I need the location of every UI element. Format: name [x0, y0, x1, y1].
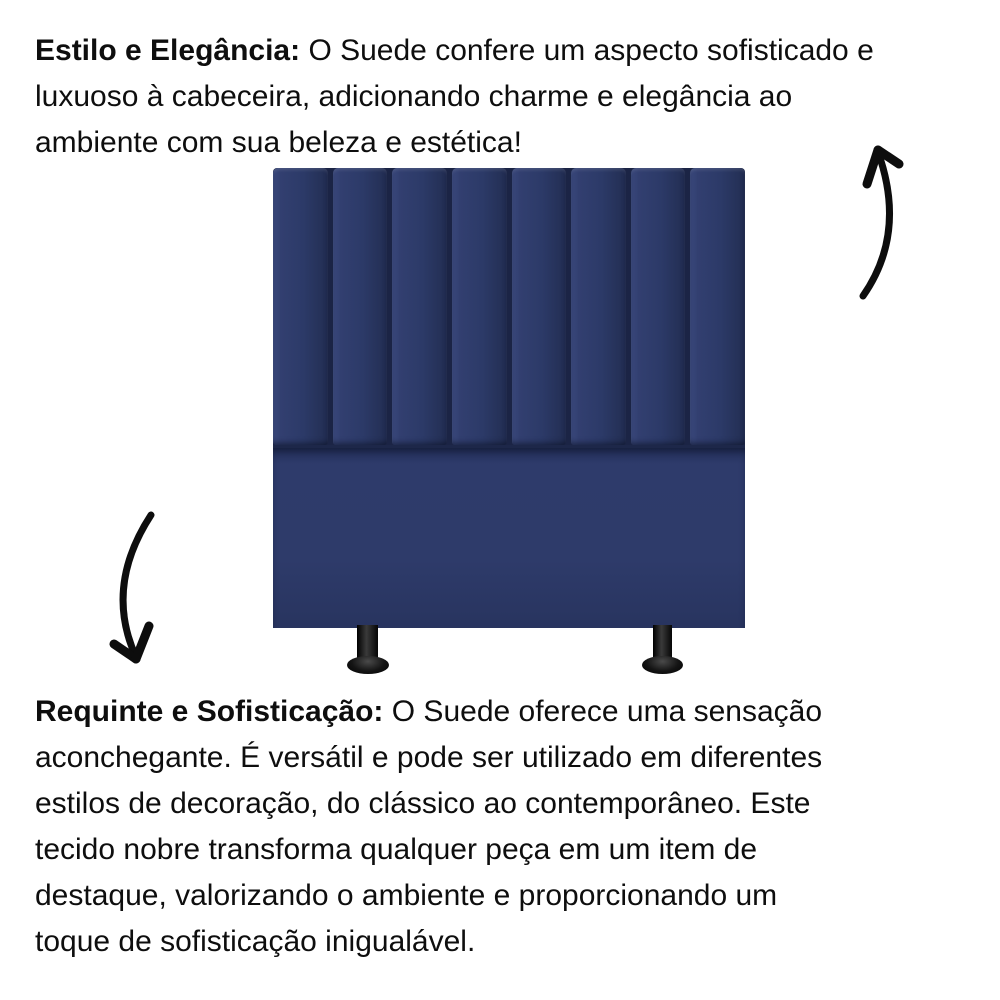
bottom-paragraph-line-5: destaque, valorizando o ambiente e proporcionando um: [35, 879, 778, 912]
top-paragraph-heading: Estilo e Elegância:: [35, 34, 301, 67]
bottom-paragraph-line-2: aconchegante. É versátil e pode ser utilizado em diferentes: [35, 741, 823, 774]
headboard-panel: [273, 168, 328, 445]
bottom-paragraph-line-3: estilos de decoração, do clássico ao contemporâneo. Este: [35, 787, 811, 820]
left-foot-stem: [357, 625, 378, 660]
headboard-panel: [690, 168, 745, 445]
top-paragraph: [35, 28, 970, 166]
headboard-channel-section: [273, 168, 745, 445]
right-foot-stem: [653, 625, 672, 660]
headboard-panel: [392, 168, 447, 445]
top-paragraph-line-2: luxuoso à cabeceira, adicionando charme e elegância ao: [35, 80, 793, 113]
headboard-panel: [333, 168, 388, 445]
bottom-paragraph-line-1: [35, 689, 970, 735]
bottom-paragraph-line-6: toque de sofisticação inigualável.: [35, 925, 476, 958]
headboard-panel: [571, 168, 626, 445]
bottom-paragraph-line-1-text: O Suede oferece uma sensação: [391, 695, 823, 728]
headboard-base-section: [273, 445, 745, 628]
headboard-product-image: [273, 168, 745, 676]
curved-arrow-down-icon: [100, 505, 170, 675]
top-paragraph-line-3: ambiente com sua beleza e estética!: [35, 126, 522, 159]
right-foot-base: [642, 656, 683, 674]
top-paragraph-line-1-text: O Suede confere um aspecto sofisticado e: [308, 34, 874, 67]
bottom-paragraph: [35, 689, 970, 965]
headboard-panel: [452, 168, 507, 445]
left-foot-base: [347, 656, 389, 674]
headboard-panel: [512, 168, 567, 445]
headboard-panel: [631, 168, 686, 445]
curved-arrow-up-icon: [845, 128, 915, 308]
bottom-paragraph-heading: Requinte e Sofisticação:: [35, 695, 384, 728]
bottom-paragraph-line-4: tecido nobre transforma qualquer peça em um item de: [35, 833, 758, 866]
top-paragraph-line-1: [35, 28, 970, 74]
